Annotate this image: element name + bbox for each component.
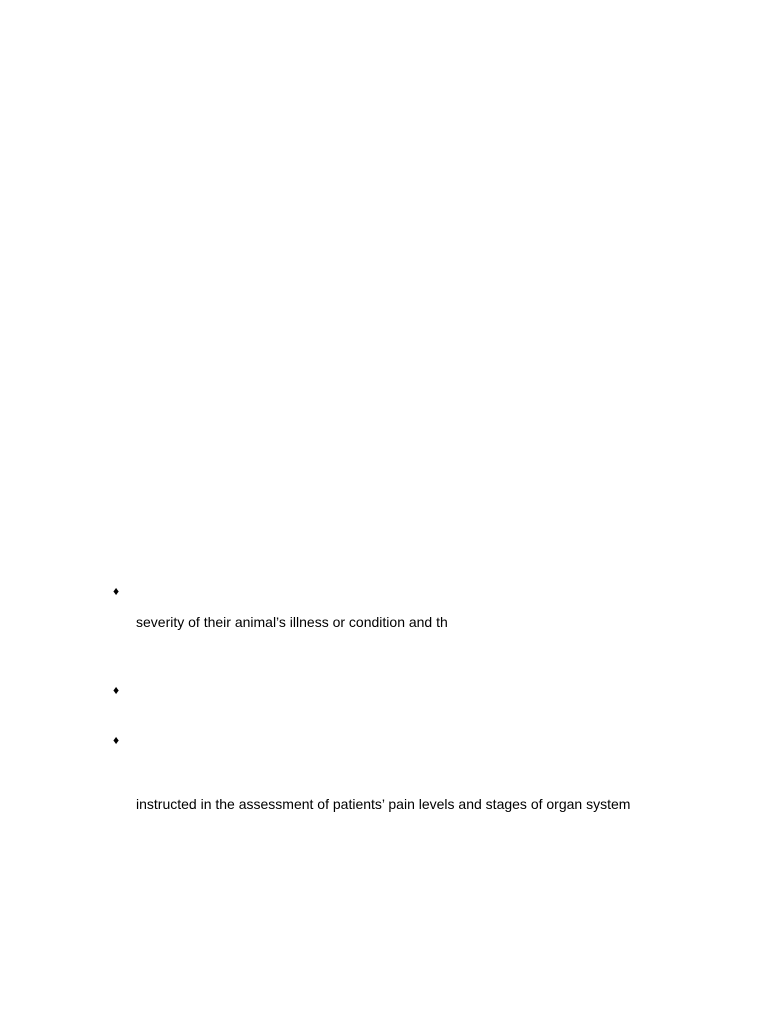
body-text-line: severity of their animal’s illness or condition and th	[136, 614, 448, 630]
bullet-diamond-icon: ♦	[113, 733, 120, 747]
bullet-diamond-icon: ♦	[113, 683, 120, 697]
bullet-diamond-icon: ♦	[113, 584, 120, 598]
body-text-line: instructed in the assessment of patients’ pain levels and stages of organ system	[136, 796, 631, 812]
